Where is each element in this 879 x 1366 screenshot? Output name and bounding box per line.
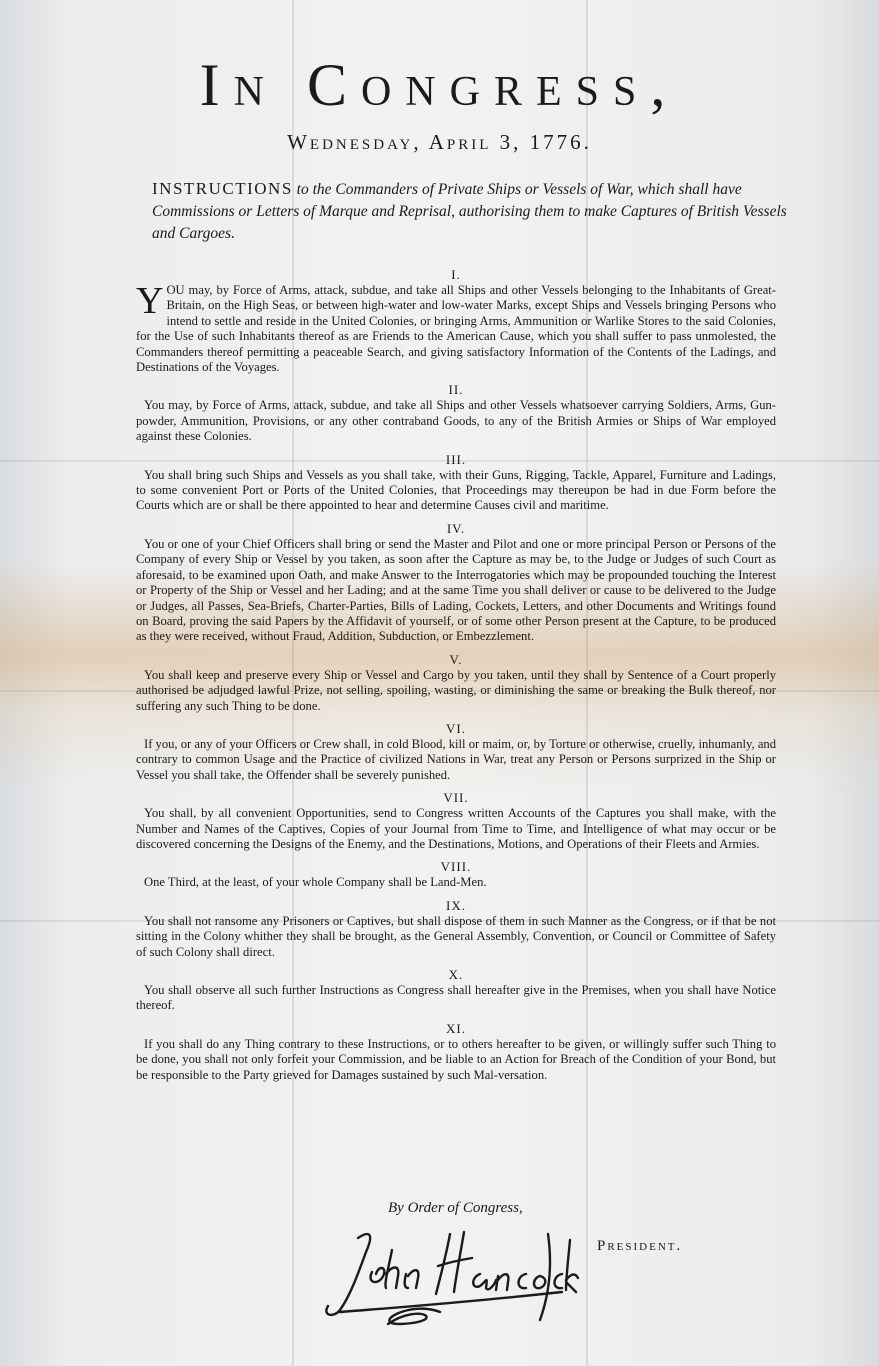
article-number: XI. [446,1020,466,1036]
articles-list [136,266,776,1089]
article-number: V. [449,651,463,667]
article-number: I. [451,267,461,282]
article-text: You or one of your Chief Officers shall bring or send the Master and Pilot and one or more principal Person or Persons of the Company of every Ship or Vessel by you taken, as soon after the Capture as may be, to the Judge or Judges of such Court as aforesaid, to be examined upon Oath, and make Answer to the Interrogatories which may be propounded touching the Interest or Property of the Ship or Vessel and her Lading; and at the same Time you shall deliver or cause to be delivered to the Judge or Judges, all Passes, Sea-Briefs, Charter-Parties, Bills of Lading, Cockets, Letters, and other Documents and Writings found on Board, proving the said Papers by the Affidavit of yourself, or of some other Person present at the Capture, to be produced as they were received, without Fraud, Addition, Subduction, or Embezzlement. [136,536,776,644]
article-number: VII. [443,790,469,806]
article-text [136,280,776,375]
article-text: You shall observe all such further Instructions as Congress shall hereafter give in the Premises, when you shall have Notice thereof. [136,983,776,1013]
article-6 [136,720,776,783]
article-text: You shall bring such Ships and Vessels as you shall take, with their Guns, Rigging, Tackle, Apparel, Furniture and Ladings, to some convenient Port or Ports of the United Colonies, that Proceedings may thereupon be had in due Form before the Courts which are or shall be there appointed to hear and determine Causes civil and maritime. [136,467,776,513]
article-number: IV. [446,520,466,536]
article-4 [136,520,776,645]
article-10 [136,966,776,1014]
article-number: II. [448,382,464,398]
article-text: You shall keep and preserve every Ship or Vessel and Cargo by you taken, until they shall by Sentence of a Court properly authorised be adjudged lawful Prize, not selling, spoiling, wasting, or diminishing the same or breaking the Bulk thereof, nor suffering any such Thing to be done. [136,667,776,713]
article-3 [136,451,776,514]
article-7 [136,789,776,852]
intro-text: to the Commanders of Private Ships or Vessels of War, which shall have Commissions or Letters of Marque and Reprisal, authorising them to make Captures of British Vessels and Cargoes. [152,181,787,242]
president-title: President. [597,1238,683,1254]
hancock-signature [300,1212,580,1332]
intro-heading [152,178,792,245]
by-order-line: By Order of Congress, [388,1200,523,1216]
article-5 [136,651,776,714]
article-text: You shall not ransome any Prisoners or Captives, but shall dispose of them in such Manner as the Congress, or if that be not sitting in the Colony whither they shall be brought, as the General Assembly, Convention, or Council or Committee of Safety of such Colony shall direct. [136,913,776,959]
article-2 [136,381,776,444]
article-number: VIII. [440,859,472,875]
article-1 [136,266,776,375]
article-9 [136,897,776,960]
drop-cap: Y [136,280,164,322]
article-number: VI. [446,720,466,736]
article-text: You may, by Force of Arms, attack, subdue, and take all Ships and other Vessels whatsoever carrying Soldiers, Arms, Gun-powder, Ammunition, Provisions, or any other contraband Goods, to any of the British Armies or Ships of War employed against these Colonies. [136,398,776,444]
article-text: You shall, by all convenient Opportunities, send to Congress written Accounts of the Captures you shall make, with the Number and Names of the Captives, Copies of your Journal from Time to Time, and Intelligence of what may occur or be discovered concerning the Designs of the Enemy, and the Destinations, Motions, and Operations of their Fleets and Armies. [136,806,776,851]
article-number: IX. [446,897,466,913]
article-text: One Third, at the least, of your whole Company shall be Land-Men. [144,875,487,890]
document-date: Wednesday, April 3, 1776. [287,130,592,154]
article-number: X. [448,967,464,982]
article-body: OU may, by Force of Arms, attack, subdue, and take all Ships and other Vessels belonging to the Inhabitants of Great-Britain, on the High Seas, or between high-water and low-water Marks, except Ships and Vessels bringing Persons who intend to settle and reside in the United Colonies, or bringing Arms, Ammunition or Warlike Stores to the said Colonies, for the Use of such Inhabitants thereof as are Friends to the American Cause, which you shall suffer to pass unmolested, the Commanders thereof permitting a peaceable Search, and giving satisfactory Information of the Contents of the Ladings, and Destinations of the Voyages. [136,283,776,375]
article-11 [136,1020,776,1083]
article-number: III. [445,451,467,467]
article-text: If you shall do any Thing contrary to these Instructions, or to others hereafter to be given, or willingly suffer such Thing to be done, you shall not only forfeit your Commission, and be liable to an Action for Breach of the Condition of your Bond, but be responsible to the Party grieved for Damages sustained by such Mal-versation. [136,1036,776,1082]
article-8 [136,858,776,890]
intro-caps: INSTRUCTIONS [152,179,293,198]
article-text: If you, or any of your Officers or Crew shall, in cold Blood, kill or maim, or, by Torture or otherwise, cruelly, inhumanly, and contrary to common Usage and the Practice of civilized Nations in War, treat any Person or Persons surprized in the Ship or Vessel you shall take, the Offender shall be severely punished. [136,736,777,782]
document-title: In Congress, [199,52,680,118]
